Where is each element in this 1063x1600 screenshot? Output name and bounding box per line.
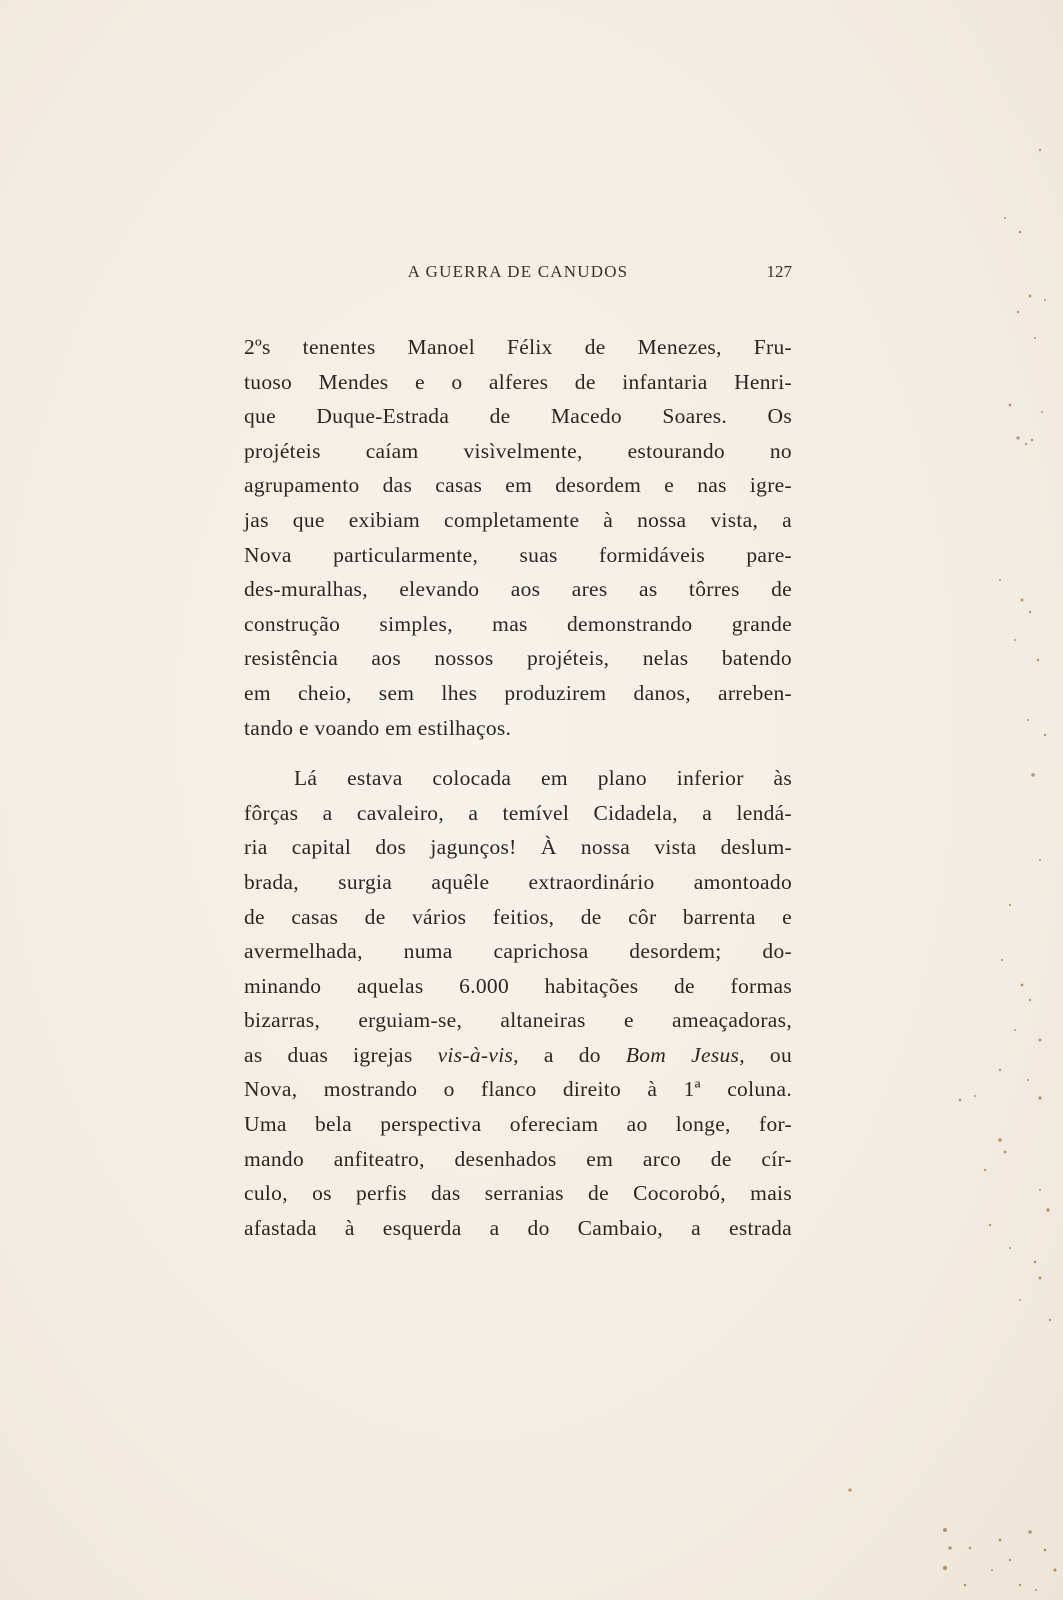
text-line: culo, os perfis das serranias de Cocorobó, mais <box>244 1181 792 1206</box>
italic-text: Bom Jesus, <box>625 1042 745 1067</box>
text-line: minando aquelas 6.000 habitações de formas <box>244 973 792 998</box>
text-line: mando anfiteatro, desenhados em arco de cír- <box>244 1146 792 1171</box>
text-line: ria capital dos jagunços! À nossa vista deslum- <box>244 835 792 860</box>
text-line: Nova particularmente, suas formidáveis pare- <box>244 542 792 567</box>
text-line: projéteis caíam visìvelmente, estourando no <box>244 438 792 463</box>
text-line: brada, surgia aquêle extraordinário amontoado <box>244 869 792 894</box>
text-line: 2ºs tenentes Manoel Félix de Menezes, Fru- <box>244 335 792 359</box>
text-run: as duas igrejas <box>244 1042 438 1067</box>
text-line: Lá estava colocada em plano inferior às <box>294 766 792 791</box>
text-line: que Duque-Estrada de Macedo Soares. Os <box>244 404 792 429</box>
text-line: agrupamento das casas em desordem e nas igre- <box>244 473 792 498</box>
text-line: bizarras, erguiam-se, altaneiras e ameaçadoras, <box>244 1008 792 1033</box>
body-text <box>244 330 792 1245</box>
paragraph-1 <box>244 330 792 745</box>
running-title: A GUERRA DE CANUDOS <box>407 262 629 281</box>
text-run: ou <box>744 1042 793 1067</box>
paragraph-gap <box>244 745 792 761</box>
text-line: em cheio, sem lhes produzirem danos, arreben- <box>244 680 792 705</box>
text-line: tando e voando em estilhaços. <box>244 715 512 740</box>
text-line: fôrças a cavaleiro, a temível Cidadela, a lendá- <box>244 800 792 825</box>
text-line: Nova, mostrando o flanco direito à 1ª coluna. <box>244 1077 792 1102</box>
text-line: jas que exibiam completamente à nossa vista, a <box>244 507 792 532</box>
text-line: de casas de vários feitios, de côr barrenta e <box>244 904 792 929</box>
text-run: a do <box>518 1042 626 1067</box>
text-line: Uma bela perspectiva ofereciam ao longe, for- <box>244 1112 792 1137</box>
running-head <box>244 262 792 288</box>
text-line: avermelhada, numa caprichosa desordem; do- <box>244 939 792 964</box>
text-line: construção simples, mas demonstrando grande <box>244 611 792 636</box>
text-line: tuoso Mendes e o alferes de infantaria Henri- <box>244 369 792 394</box>
page-number: 127 <box>766 262 792 281</box>
text-line: des-muralhas, elevando aos ares as tôrres de <box>244 577 792 602</box>
text-line: resistência aos nossos projéteis, nelas batendo <box>244 646 792 671</box>
paragraph-2 <box>244 761 792 1245</box>
italic-text: vis-à-vis, <box>437 1042 519 1067</box>
text-line: afastada à esquerda a do Cambaio, a estrada <box>244 1215 792 1240</box>
text-line-with-italics <box>244 1038 792 1073</box>
